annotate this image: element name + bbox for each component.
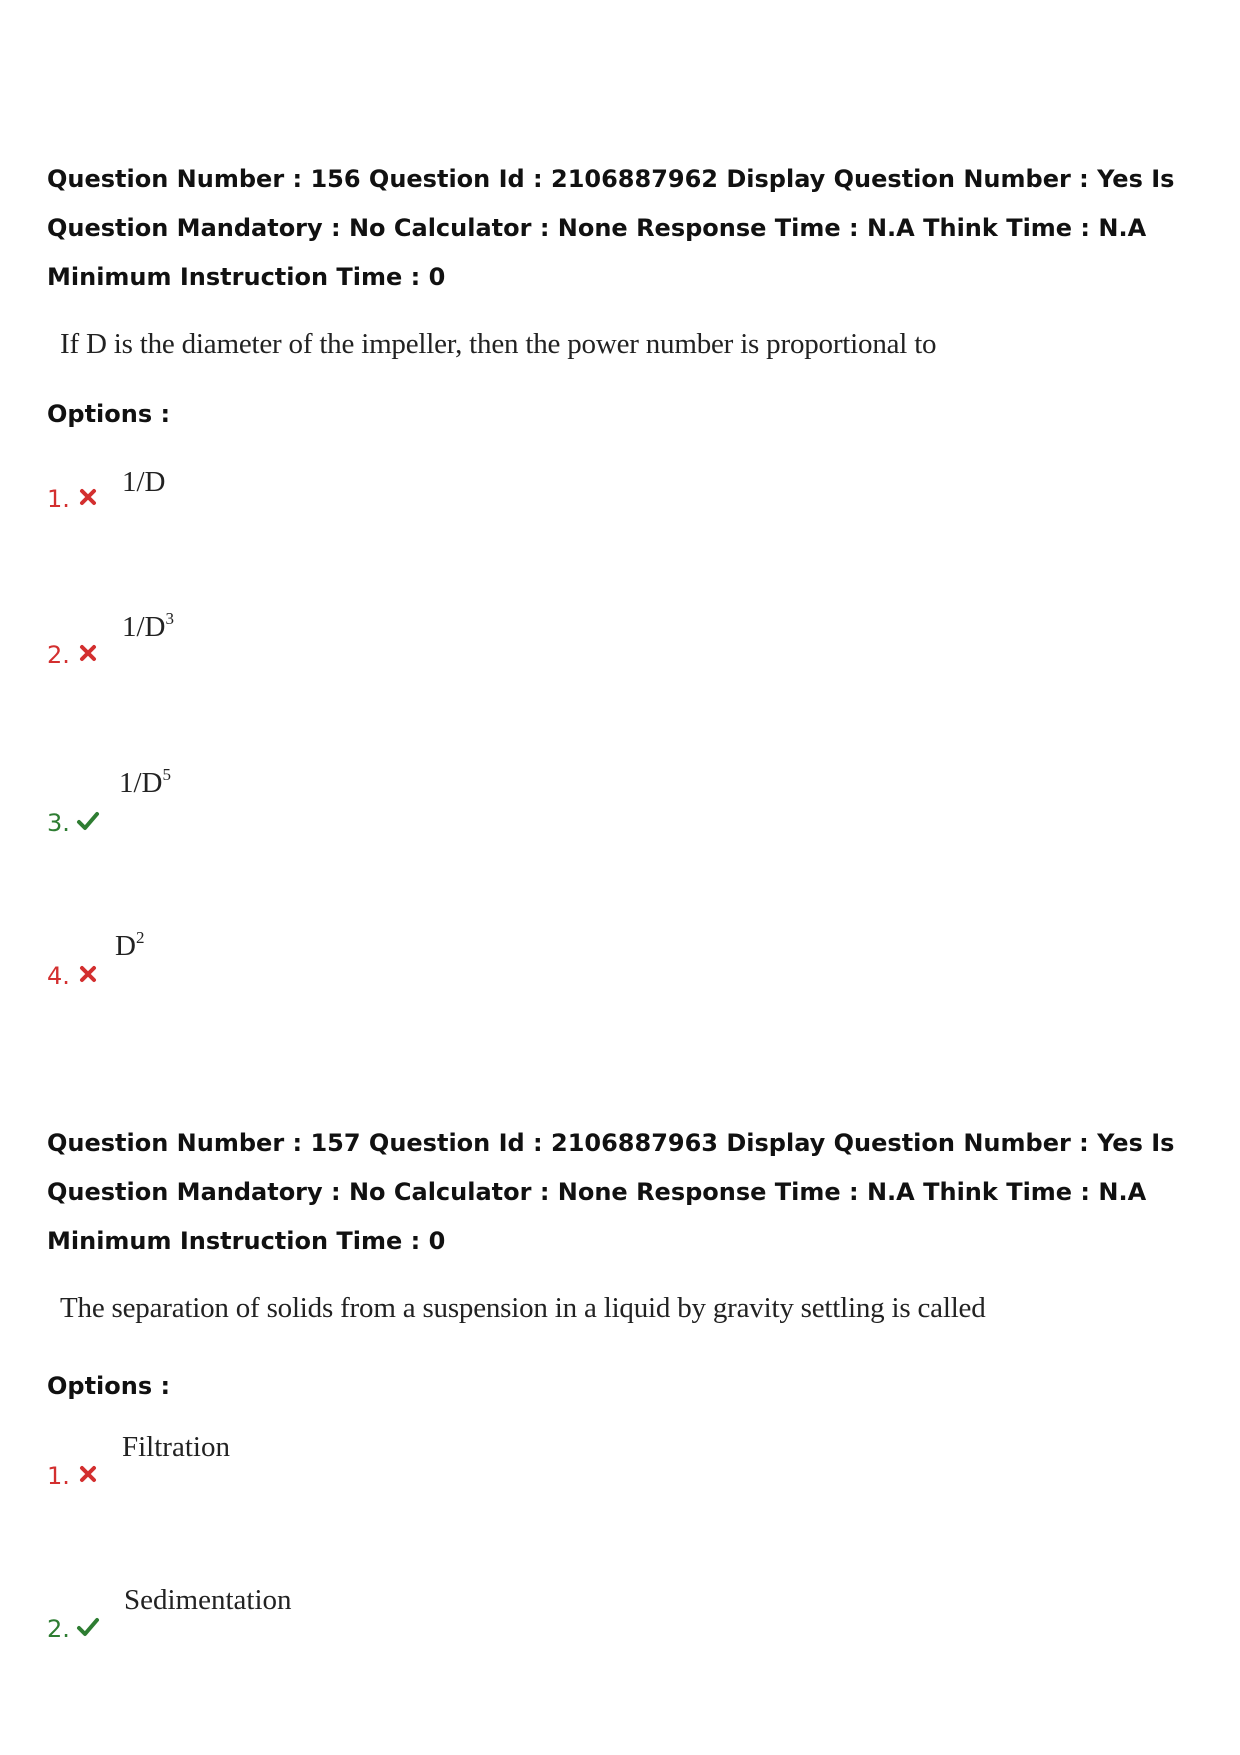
question-text: The separation of solids from a suspension in a liquid by gravity settling is called	[60, 1292, 986, 1324]
options-label: Options :	[47, 1372, 171, 1400]
option-superscript: 3	[165, 609, 174, 628]
option-number: 1.	[47, 485, 70, 513]
check-icon	[76, 811, 100, 831]
cross-icon	[78, 1464, 98, 1484]
options-label: Options :	[47, 400, 171, 428]
check-icon	[76, 1617, 100, 1637]
option-number: 2.	[47, 1615, 70, 1643]
option-number: 4.	[47, 962, 70, 990]
cross-icon	[78, 964, 98, 984]
option-number: 3.	[47, 809, 70, 837]
option-text: $D^2$	[115, 928, 145, 962]
option-text: 1/D	[122, 466, 166, 498]
question-text: If D is the diameter of the impeller, then the power number is proportional to	[60, 328, 937, 360]
option-text: $1/D^5$	[119, 765, 171, 799]
question-header: Question Number : 157 Question Id : 2106887963 Display Question Number : Yes Is Question Mandatory : No Calculator : None Response Time : N.A Think Time : N.A Minimum Instruction Time : 0	[47, 1129, 1175, 1255]
option-superscript: 2	[135, 928, 145, 947]
option-number: 2.	[47, 641, 70, 669]
cross-icon	[78, 643, 98, 663]
question-header: Question Number : 156 Question Id : 2106887962 Display Question Number : Yes Is Question Mandatory : No Calculator : None Response Time : N.A Think Time : N.A Minimum Instruction Time : 0	[47, 165, 1175, 291]
option-text: Filtration	[122, 1431, 230, 1463]
option-text: Sedimentation	[124, 1584, 292, 1616]
option-text: $1/D^3$	[122, 609, 174, 643]
cross-icon	[78, 487, 98, 507]
option-superscript: 5	[162, 765, 171, 784]
option-number: 1.	[47, 1462, 70, 1490]
